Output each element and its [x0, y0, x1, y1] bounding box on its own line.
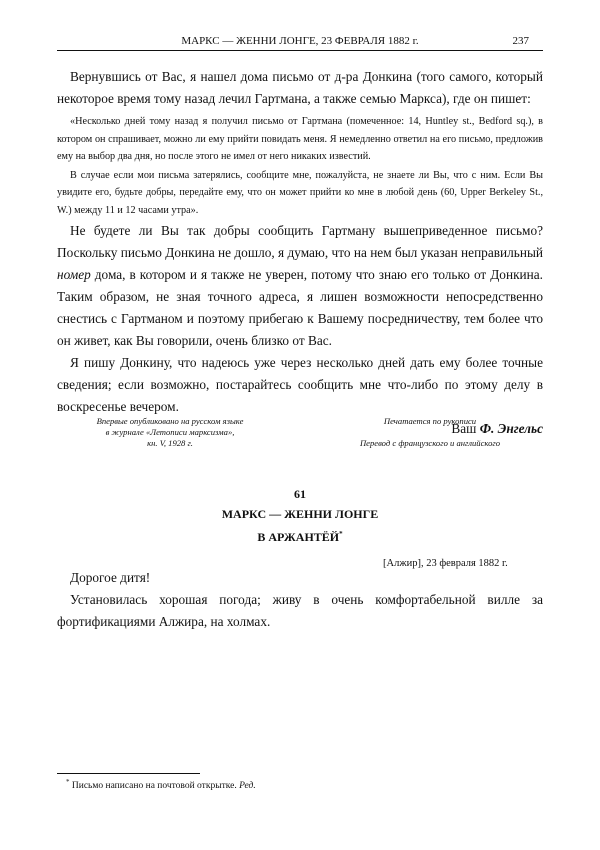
footnote: * Письмо написано на почтовой открытке. Ред.: [66, 778, 256, 792]
letter-destination: В АРЖАНТЁЙ*: [257, 530, 343, 544]
letter-61-heading: [57, 484, 543, 547]
signature: Ваш Ф. Энгельс: [451, 421, 543, 436]
paragraph: Вернувшись от Вас, я нашел дома письмо от д-ра Донкина (того самого, который некоторое время тому назад лечил Гартмана, а также семью Маркса), где он пишет:: [57, 69, 543, 106]
letter-title: МАРКС — ЖЕННИ ЛОНГЕ: [221, 507, 379, 521]
letter-number: 61: [294, 487, 306, 501]
publication-note: Впервые опубликовано на русском языке в журнале «Летописи марксизма», кн. V, 1928 г.: [96, 416, 244, 448]
source-note: Печатается по рукописи Перевод с французского и английского: [359, 416, 501, 448]
letter-61-body: [57, 567, 543, 633]
paragraph: Я пишу Донкину, что надеюсь уже через несколько дней дать ему более точные сведения; если возможно, постарайтесь сообщить мне что-либо по этому делу в воскресенье вечером.: [57, 355, 543, 414]
quote-paragraph: «Несколько дней тому назад я получил письмо от Гартмана (помеченное: 14, Huntley st., Bedford sq.), в котором он спрашивает, можно ли ему прийти повидать меня. Я немедленно ответил на его письмо, предложив ему на выбор два дня, но после этого не имел от него никаких известий.: [57, 116, 543, 162]
greeting: Дорогое дитя!: [70, 570, 151, 585]
footnote-divider: [57, 773, 200, 774]
quote-paragraph: В случае если мои письма затерялись, сообщите мне, пожалуйста, не знаете ли Вы, что с ним. Если Вы увидите его, будьте добры, передайте ему, что он может прийти ко мне в любой день (60, Upper Berkeley St., W.) между 11 и 12 часами утра».: [57, 169, 543, 216]
page-number: 237: [512, 35, 529, 47]
paragraph: Не будете ли Вы так добры сообщить Гартману вышеприведенное письмо? Поскольку письмо Донкина не дошло, я думаю, что на нем был указан неправильный номер дома, в котором и я также не уверен, потому что знаю его только от Донкина. Таким образом, не зная точного адреса, я лишен возможности непосредственно снестись с Гартманом и поэтому прибегаю к Вашему посредничеству, тем более что он живет, как Вы говорили, очень близко от Вас.: [57, 223, 543, 348]
header-title: МАРКС — ЖЕННИ ЛОНГЕ, 23 ФЕВРАЛЯ 1882 г.: [181, 35, 419, 47]
letter-60-body: [57, 66, 543, 440]
letter-date: [Алжир], 23 февраля 1882 г.: [383, 558, 508, 569]
running-header: [57, 34, 543, 51]
emphasis: номер: [57, 267, 91, 282]
paragraph: Установилась хорошая погода; живу в очень комфортабельной вилле за фортификациями Алжира, на холмах.: [57, 592, 543, 629]
